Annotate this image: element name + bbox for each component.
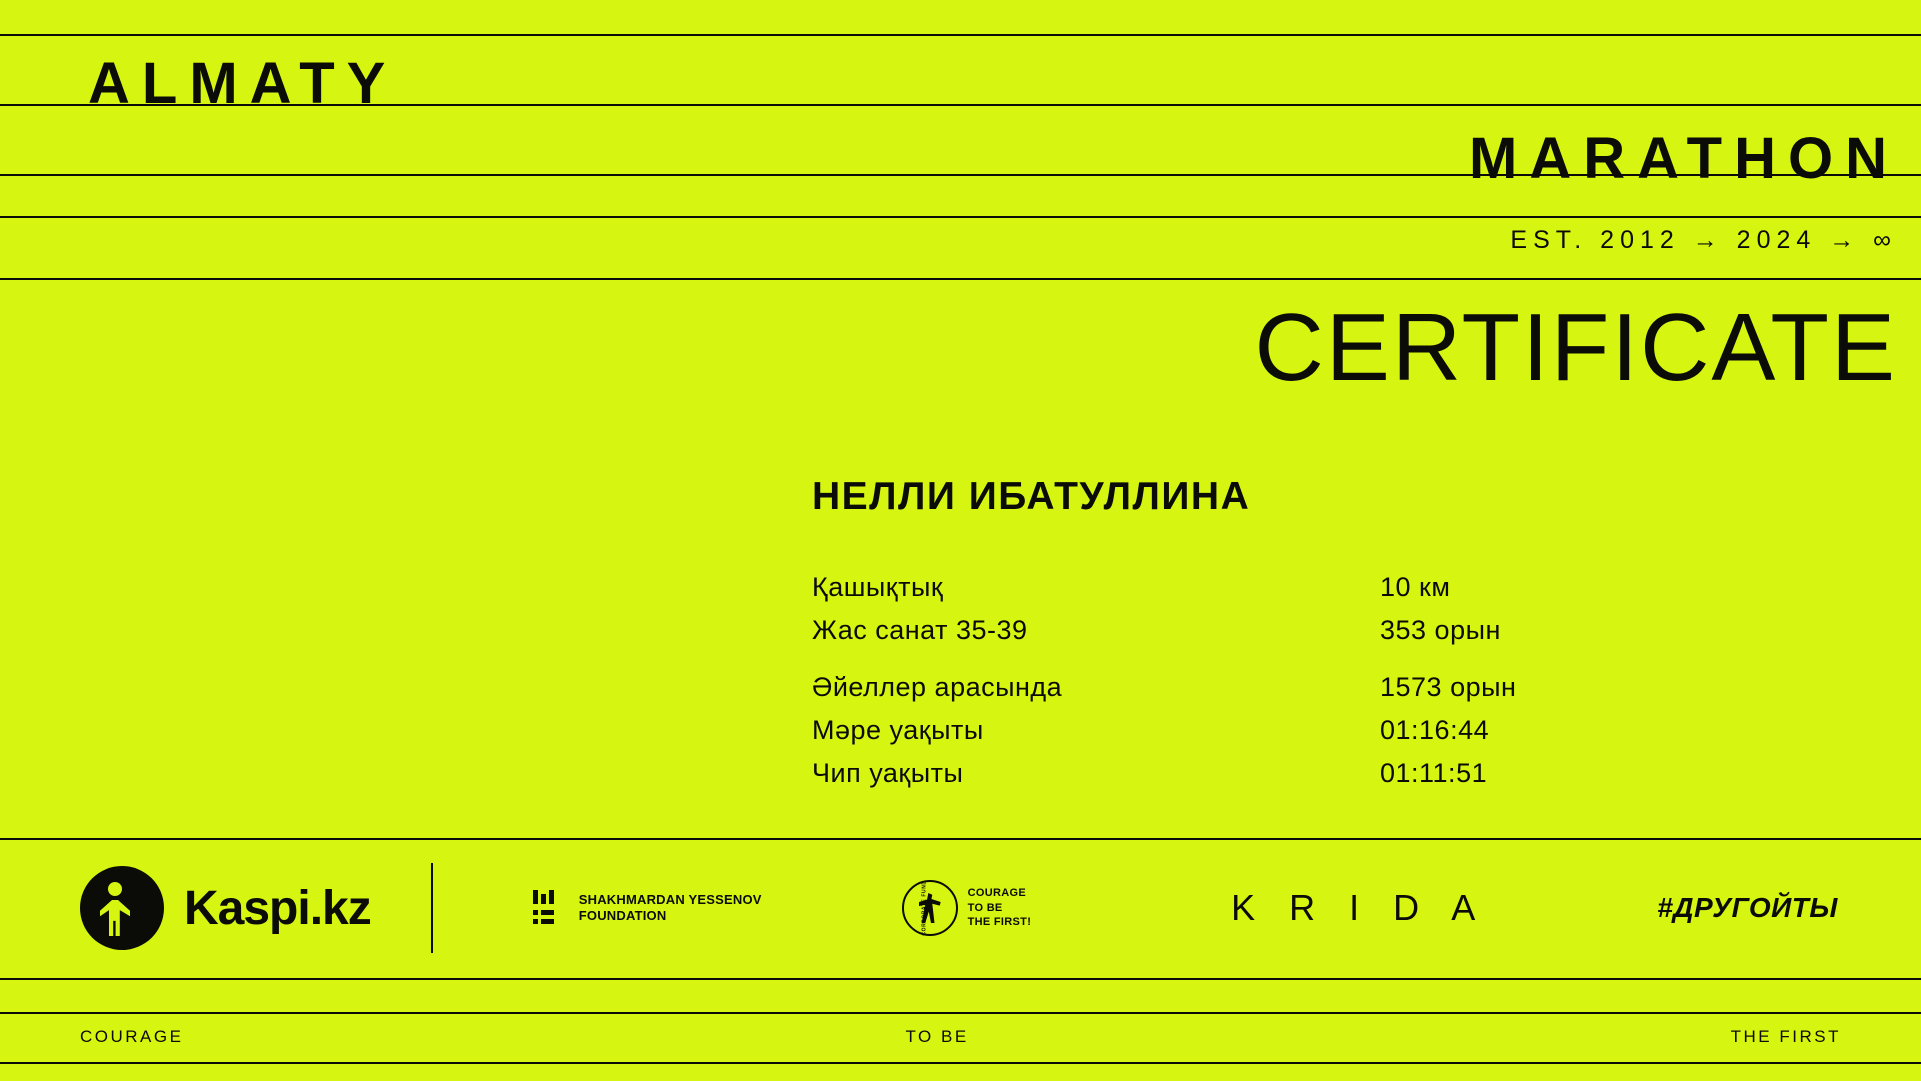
footer-left: COURAGE (80, 1027, 184, 1046)
yessenov-line-2: FOUNDATION (578, 908, 667, 923)
table-row (812, 758, 1592, 789)
table-row (812, 572, 1592, 603)
footer-middle: TO BE (905, 1027, 969, 1046)
result-label: Әйеллер арасында (812, 672, 1063, 702)
result-value: 1573 орын (1380, 672, 1517, 702)
corporate-fund-ring-text: CORPORATE FUND (921, 880, 928, 936)
footer-right: THE FIRST (1730, 1027, 1841, 1046)
kaspi-wordmark: Kaspi.kz (184, 881, 371, 935)
sponsor-drugoity-hashtag: #ДРУГОЙТЫ (1657, 892, 1838, 923)
table-row (812, 615, 1592, 646)
corporate-fund-logo-icon (902, 880, 958, 936)
footer-slogan (0, 1027, 1921, 1047)
results-table (812, 572, 1592, 803)
result-value: 10 км (1380, 572, 1451, 602)
sponsor-divider (431, 863, 433, 953)
kaspi-logo-icon (80, 866, 164, 950)
result-value: 01:11:51 (1380, 758, 1488, 788)
rule-footer-bottom (0, 1062, 1921, 1064)
result-label: Қашықтық (812, 572, 944, 602)
brand-line-marathon: MARATHON (1469, 126, 1899, 191)
rule-sponsor-bottom (0, 978, 1921, 980)
corporate-fund-wordmark (968, 886, 1032, 931)
brand-line-almaty: ALMATY (88, 51, 398, 116)
table-row (812, 715, 1592, 746)
result-value: 353 орын (1380, 615, 1501, 645)
yessenov-line-1: SHAKHMARDAN YESSENOV (578, 891, 762, 907)
table-row (812, 672, 1592, 703)
page-title: CERTIFICATE (1254, 294, 1897, 401)
sponsor-yessenov (533, 890, 762, 926)
established-text: EST. 2012 → 2024 → ∞ (1510, 226, 1897, 254)
rule-top-5 (0, 278, 1921, 280)
sponsor-strip (0, 838, 1921, 978)
rule-top-1 (0, 34, 1921, 36)
sponsor-corporate-fund (902, 880, 1032, 936)
cfund-line-2: TO BE (967, 901, 1003, 914)
sponsor-kaspi (80, 866, 371, 950)
athlete-name: НЕЛЛИ ИБАТУЛЛИНА (812, 475, 1251, 518)
sponsor-krida: K R I D A (1231, 887, 1488, 928)
rule-footer-top (0, 1012, 1921, 1014)
yessenov-wordmark (579, 892, 762, 925)
cfund-line-1: COURAGE (967, 886, 1026, 899)
result-label: Мәре уақыты (812, 715, 984, 745)
cfund-line-3: THE FIRST! (967, 916, 1032, 929)
yessenov-logo-icon (533, 890, 567, 926)
result-label: Чип уақыты (812, 758, 964, 788)
result-value: 01:16:44 (1380, 715, 1490, 745)
rule-top-4 (0, 216, 1921, 218)
result-label: Жас санат 35-39 (812, 615, 1028, 645)
